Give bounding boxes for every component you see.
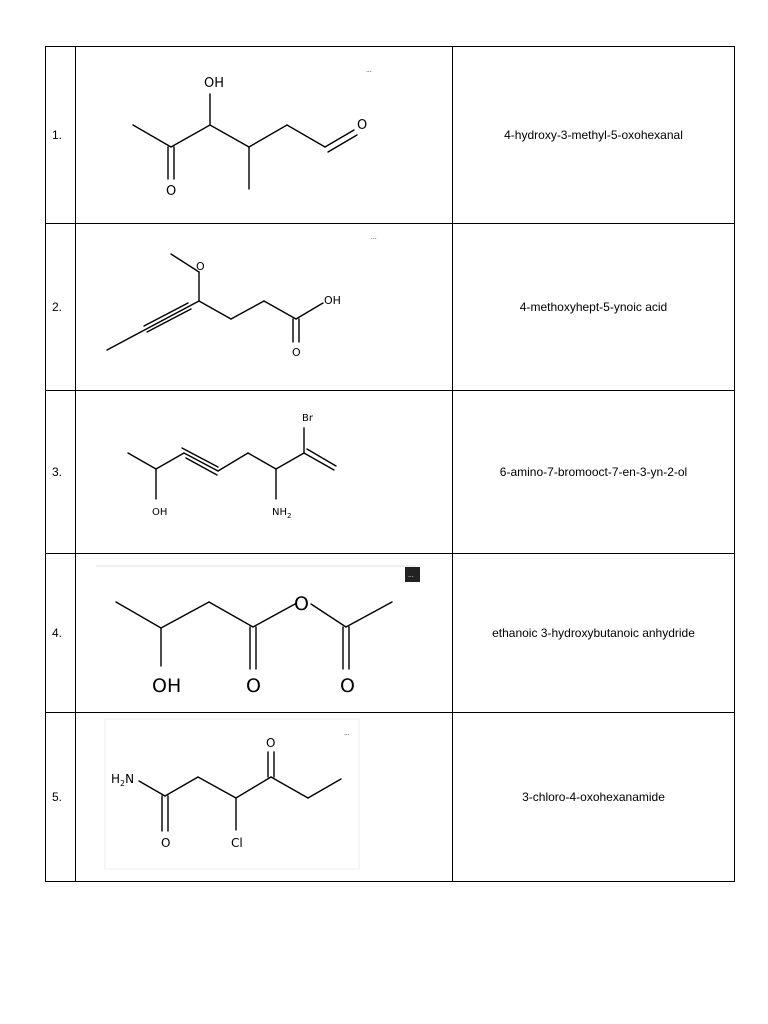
atom-label: $NH_2$ <box>272 507 292 520</box>
row-number: 1. <box>46 47 76 224</box>
row-number: 3. <box>46 391 76 554</box>
atom-label: O <box>294 593 309 615</box>
structure-drawing-2 <box>76 224 452 390</box>
atom-label: OH <box>152 675 182 697</box>
structure-drawing-1 <box>76 47 452 223</box>
structure-cell <box>76 554 453 713</box>
atom-label: O <box>246 675 261 697</box>
structure-cell <box>76 391 453 554</box>
atom-label: O <box>357 118 368 133</box>
ellipsis-marker: ... <box>344 730 350 737</box>
row-number: 5. <box>46 713 76 882</box>
compound-name: 6-amino-7-bromooct-7-en-3-yn-2-ol <box>453 391 735 554</box>
atom-label: Br <box>302 413 313 424</box>
compound-name: 4-methoxyhept-5-ynoic acid <box>453 224 735 391</box>
table-row <box>46 713 735 882</box>
atom-label: O <box>292 346 301 359</box>
atom-label: O <box>340 675 355 697</box>
structure-drawing-3 <box>76 391 452 553</box>
ellipsis-marker: ... <box>371 234 377 241</box>
atom-label: OH <box>324 294 341 307</box>
atom-label: $H_2N$ <box>111 772 135 788</box>
atom-label: OH <box>204 76 225 91</box>
ellipsis-marker: ... <box>366 67 372 74</box>
table-row <box>46 554 735 713</box>
table-row <box>46 391 735 554</box>
row-number: 2. <box>46 224 76 391</box>
atom-label: O <box>166 184 177 199</box>
structure-cell <box>76 713 453 882</box>
compound-table <box>45 46 735 882</box>
compound-name: 4-hydroxy-3-methyl-5-oxohexanal <box>453 47 735 224</box>
atom-label: Cl <box>231 836 243 850</box>
ellipsis-marker: ... <box>408 572 414 579</box>
compound-name: 3-chloro-4-oxohexanamide <box>453 713 735 882</box>
atom-label: O <box>266 736 276 750</box>
structure-cell <box>76 224 453 391</box>
structure-drawing-5 <box>76 713 452 881</box>
atom-label: OH <box>152 507 168 518</box>
structure-cell <box>76 47 453 224</box>
structure-drawing-4 <box>76 554 452 712</box>
compound-name: ethanoic 3-hydroxybutanoic anhydride <box>453 554 735 713</box>
table-row <box>46 224 735 391</box>
atom-label: O <box>196 260 205 273</box>
atom-label: O <box>161 836 171 850</box>
row-number: 4. <box>46 554 76 713</box>
table-row <box>46 47 735 224</box>
